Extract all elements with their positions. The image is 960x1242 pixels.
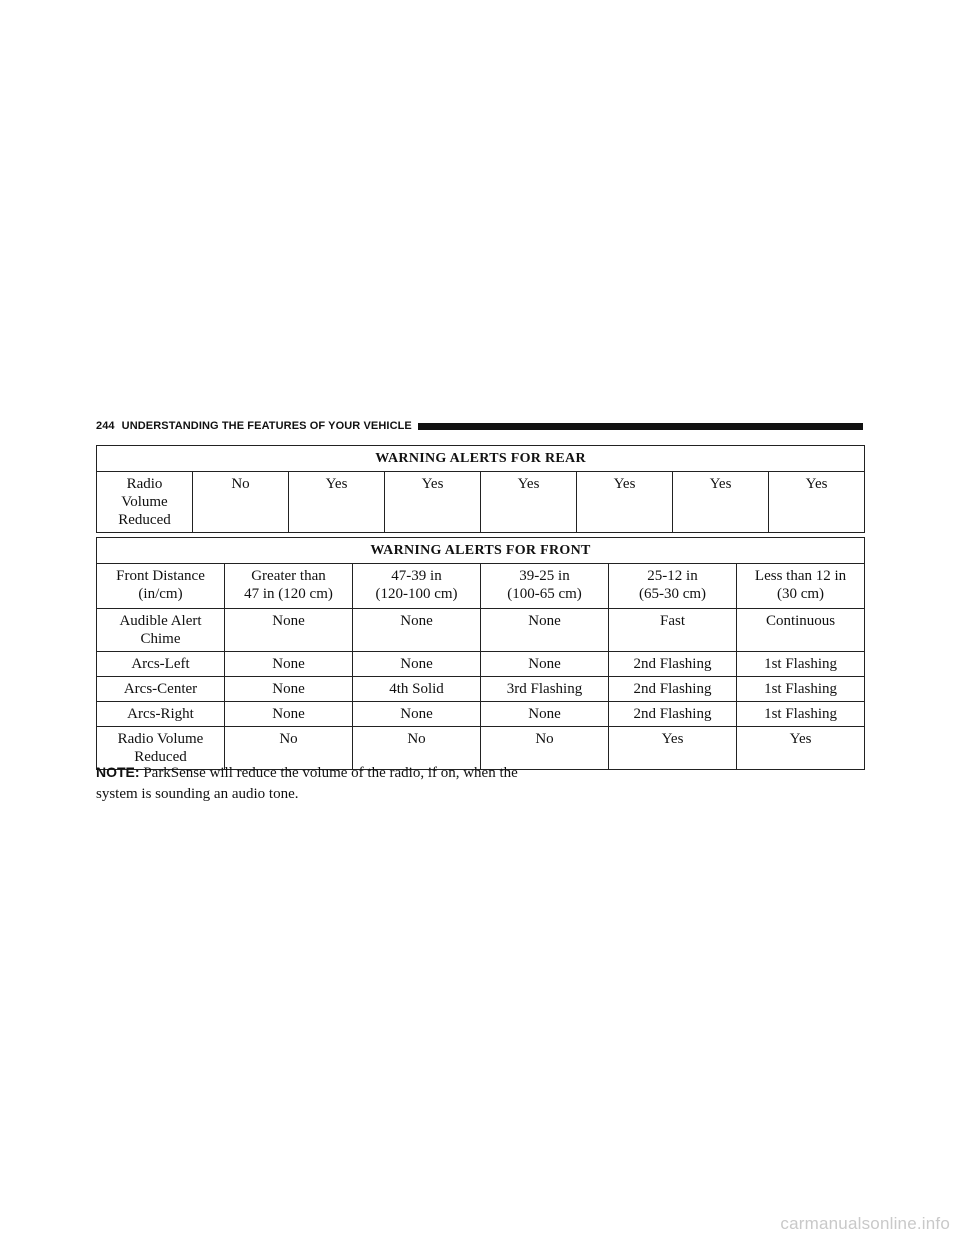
table-cell: Yes — [385, 472, 481, 533]
page-number: 244 — [96, 420, 115, 432]
table-row — [97, 472, 865, 533]
table-cell: 39-25 in (100-65 cm) — [481, 564, 609, 609]
table-cell: None — [225, 677, 353, 702]
table-cell: 47-39 in (120-100 cm) — [353, 564, 481, 609]
table-cell: No — [353, 727, 481, 770]
table-cell: Yes — [769, 472, 865, 533]
table-cell: None — [225, 609, 353, 652]
table-cell: Yes — [673, 472, 769, 533]
table-cell: 3rd Flashing — [481, 677, 609, 702]
table-cell: Fast — [609, 609, 737, 652]
header-rule — [418, 423, 863, 430]
row-label-cell: Arcs-Left — [97, 652, 225, 677]
table-cell: Yes — [737, 727, 865, 770]
table-cell: None — [481, 609, 609, 652]
table-cell: 2nd Flashing — [609, 652, 737, 677]
row-label-cell: Radio Volume Reduced — [97, 727, 225, 770]
row-label-cell: Audible Alert Chime — [97, 609, 225, 652]
table-cell: No — [225, 727, 353, 770]
table-cell: Less than 12 in (30 cm) — [737, 564, 865, 609]
table-row — [97, 564, 865, 609]
table-cell: 1st Flashing — [737, 677, 865, 702]
table-cell: None — [225, 652, 353, 677]
table-cell: None — [353, 652, 481, 677]
table-cell: Yes — [289, 472, 385, 533]
rear-warning-table — [96, 445, 865, 533]
table-cell: None — [353, 609, 481, 652]
table-row — [97, 677, 865, 702]
table-caption-row — [97, 446, 865, 472]
row-label-cell: Arcs-Center — [97, 677, 225, 702]
row-label-cell: Radio Volume Reduced — [97, 472, 193, 533]
table-cell: No — [193, 472, 289, 533]
table-cell: Yes — [577, 472, 673, 533]
table-caption-row — [97, 538, 865, 564]
table-cell: None — [481, 702, 609, 727]
table-cell: Yes — [481, 472, 577, 533]
table-cell: 4th Solid — [353, 677, 481, 702]
table-row — [97, 652, 865, 677]
table-cell: None — [225, 702, 353, 727]
table-cell: None — [481, 652, 609, 677]
table-cell: 1st Flashing — [737, 652, 865, 677]
row-label-cell: Front Distance (in/cm) — [97, 564, 225, 609]
table-cell: No — [481, 727, 609, 770]
row-label-cell: Arcs-Right — [97, 702, 225, 727]
note-text: ParkSense will reduce the volume of the radio, if on, when the system is sounding an audio tone. — [96, 765, 518, 802]
front-warning-table — [96, 537, 865, 770]
table-row — [97, 609, 865, 652]
table-cell: 1st Flashing — [737, 702, 865, 727]
section-title: UNDERSTANDING THE FEATURES OF YOUR VEHICLE — [121, 420, 412, 432]
table-cell: 2nd Flashing — [609, 677, 737, 702]
page-header — [96, 419, 863, 433]
table-cell: Yes — [609, 727, 737, 770]
table-cell: 25-12 in (65-30 cm) — [609, 564, 737, 609]
table-caption: WARNING ALERTS FOR FRONT — [97, 538, 865, 564]
table-cell: None — [353, 702, 481, 727]
table-cell: 2nd Flashing — [609, 702, 737, 727]
table-row — [97, 702, 865, 727]
watermark: carmanualsonline.info — [780, 1214, 950, 1233]
note-label: NOTE: — [96, 764, 140, 780]
table-cell: Continuous — [737, 609, 865, 652]
note-paragraph — [96, 762, 536, 805]
table-cell: Greater than 47 in (120 cm) — [225, 564, 353, 609]
table-caption: WARNING ALERTS FOR REAR — [97, 446, 865, 472]
